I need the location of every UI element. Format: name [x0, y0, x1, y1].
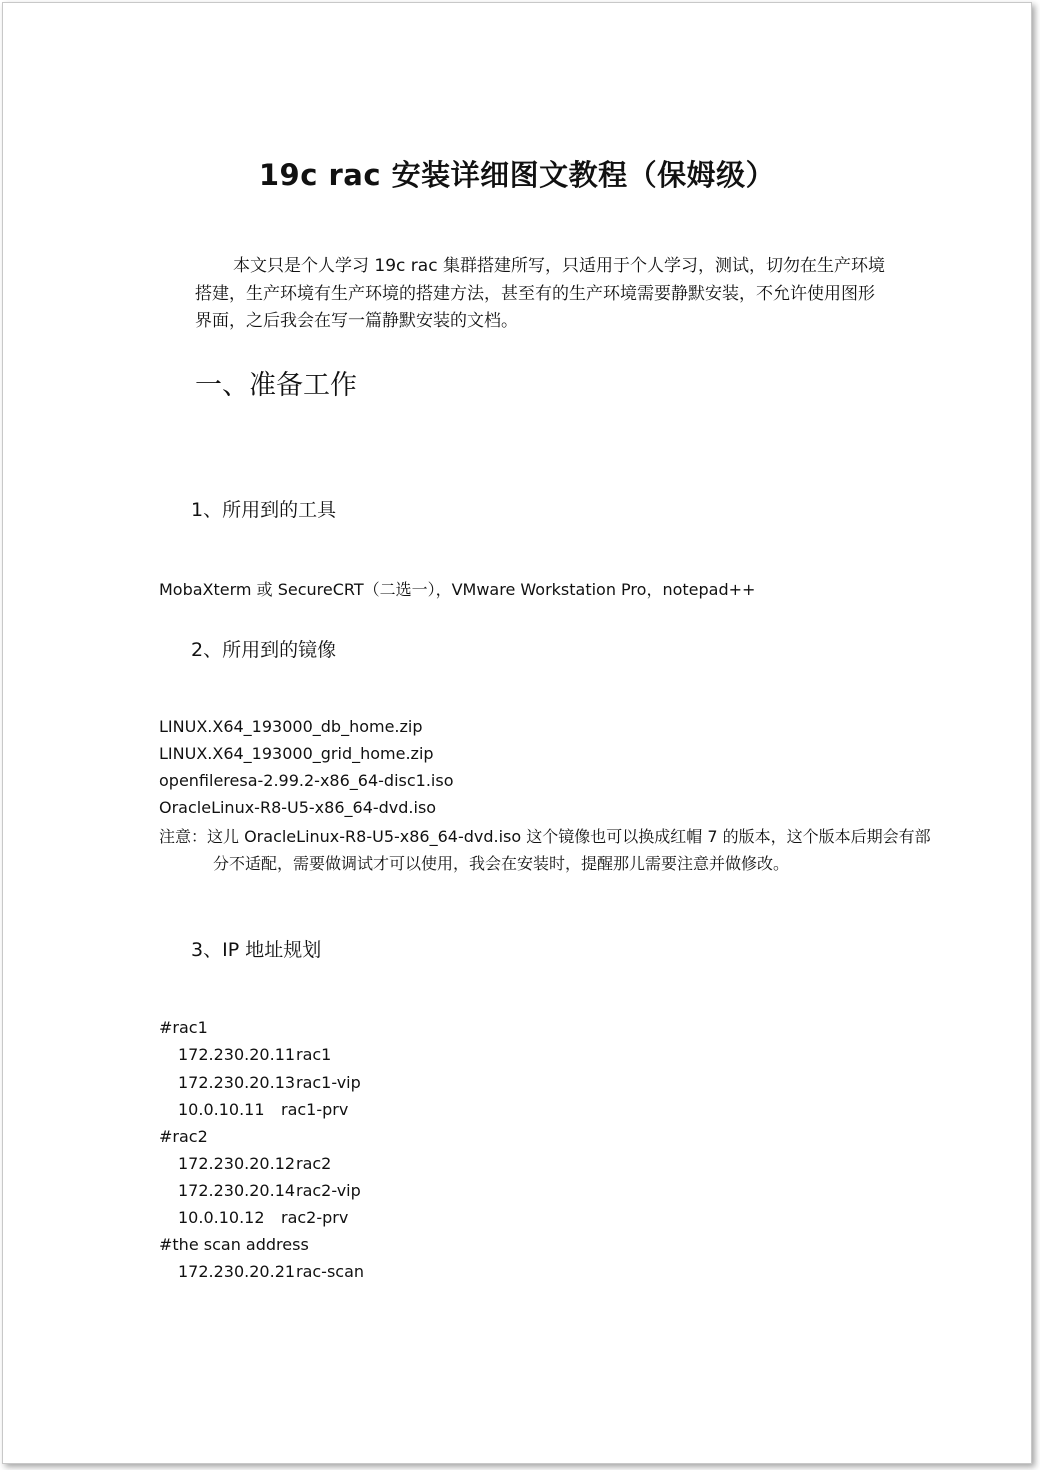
document-page	[2, 2, 1032, 1464]
ip-address: 172.230.20.13	[178, 1073, 296, 1092]
ip-row	[178, 1073, 361, 1092]
image-file-2: LINUX.X64_193000_grid_home.zip	[159, 744, 434, 763]
ip-address: 172.230.20.21	[178, 1262, 296, 1281]
ip-address: 10.0.10.12	[178, 1208, 265, 1227]
ip-row	[178, 1181, 361, 1200]
ip-row	[178, 1262, 364, 1281]
image-file-4: OracleLinux-R8-U5-x86_64-dvd.iso	[159, 798, 437, 817]
hostname: rac1	[296, 1045, 332, 1064]
ip-row	[178, 1154, 331, 1173]
comment-rac2: #rac2	[159, 1127, 208, 1146]
ip-address: 172.230.20.14	[178, 1181, 296, 1200]
page-title: 19c rac 安装详细图文教程（保姆级）	[258, 158, 776, 192]
subheading-images: 2、所用到的镜像	[191, 639, 337, 661]
hostname: rac2	[296, 1154, 332, 1173]
ip-address: 172.230.20.11	[178, 1045, 296, 1064]
ip-row	[178, 1100, 348, 1119]
intro-paragraph: 本文只是个人学习 19c rac 集群搭建所写，只适用于个人学习，测试，切勿在生产环境搭建，生产环境有生产环境的搭建方法，甚至有的生产环境需要静默安装，不允许使用图形界面，之后我会在写一篇静默安装的文档。	[195, 256, 885, 331]
hostname: rac-scan	[296, 1262, 365, 1281]
image-note: 注意：这儿 OracleLinux-R8-U5-x86_64-dvd.iso 这个镜像也可以换成红帽 7 的版本，这个版本后期会有部分不适配，需要做调试才可以使用，我会在安装时，提醒那儿需要注意并做修改。	[159, 827, 931, 873]
image-file-1: LINUX.X64_193000_db_home.zip	[159, 717, 423, 736]
hostname: rac1-prv	[281, 1100, 349, 1119]
hostname: rac2-vip	[296, 1181, 361, 1200]
ip-row	[178, 1045, 331, 1064]
ip-row	[178, 1208, 348, 1227]
image-file-3: openfileresa-2.99.2-x86_64-disc1.iso	[159, 771, 454, 790]
hostname: rac1-vip	[296, 1073, 361, 1092]
subheading-ip-plan: 3、IP 地址规划	[191, 939, 322, 961]
tools-list: MobaXterm 或 SecureCRT（二选一），VMware Workstation Pro，notepad++	[159, 580, 756, 599]
ip-address: 172.230.20.12	[178, 1154, 296, 1173]
hostname: rac2-prv	[281, 1208, 349, 1227]
ip-address: 10.0.10.11	[178, 1100, 265, 1119]
comment-rac1: #rac1	[159, 1018, 208, 1037]
section-heading-preparation: 一、准备工作	[195, 370, 357, 401]
comment-scan: #the scan address	[159, 1235, 309, 1254]
subheading-tools: 1、所用到的工具	[191, 499, 337, 521]
